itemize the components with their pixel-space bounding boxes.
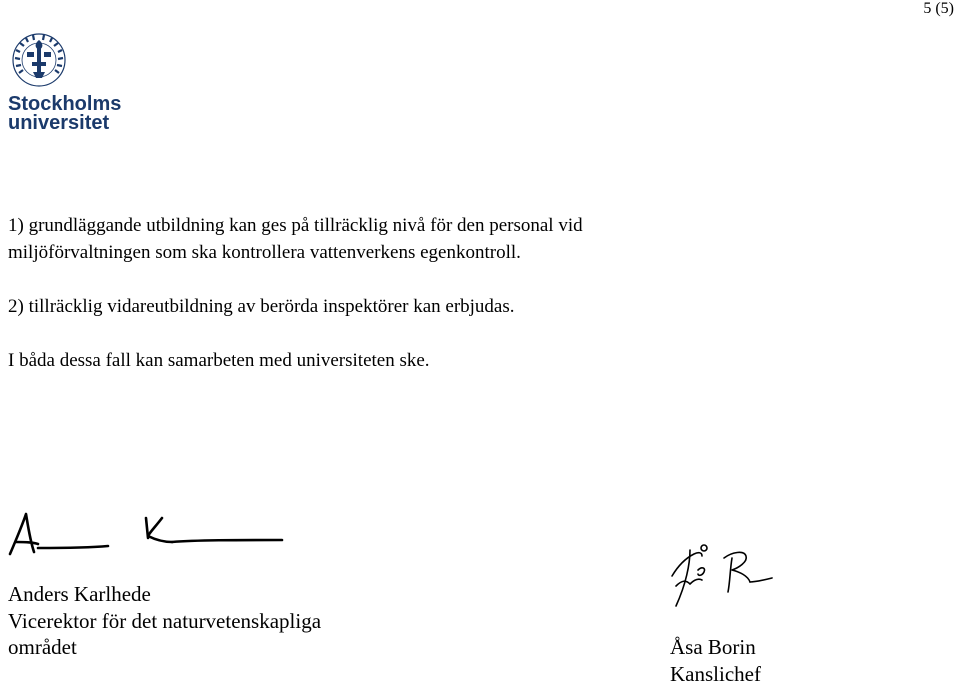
letter-body [8, 212, 908, 374]
signatory-left-title-line-2: området [8, 634, 321, 661]
signatory-left-name: Anders Karlhede [8, 581, 321, 608]
logo-name-line1: Stockholms [8, 93, 121, 115]
signatory-right-title: Kanslichef [670, 661, 761, 687]
university-logo [6, 28, 130, 132]
paragraph-3: I båda dessa fall kan samarbeten med universiteten ske. [8, 347, 908, 374]
signatory-left-title-line-1: Vicerektor för det naturvetenskapliga [8, 608, 321, 635]
logo-name-line2: universitet [8, 112, 109, 132]
paragraph-1-line-2: miljöförvaltningen som ska kontrollera vattenverkens egenkontroll. [8, 239, 908, 266]
page-number: 5 (5) [923, 0, 954, 18]
signatory-right [670, 634, 761, 687]
signature-asa-borin [668, 540, 778, 617]
paragraph-1-line-1: 1) grundläggande utbildning kan ges på tillräcklig nivå för den personal vid [8, 212, 908, 239]
signature-anders-karlhede [6, 508, 286, 565]
signatory-right-name: Åsa Borin [670, 634, 761, 661]
paragraph-2: 2) tillräcklig vidareutbildning av berörda inspektörer kan erbjudas. [8, 293, 908, 320]
signatory-left [8, 581, 321, 661]
